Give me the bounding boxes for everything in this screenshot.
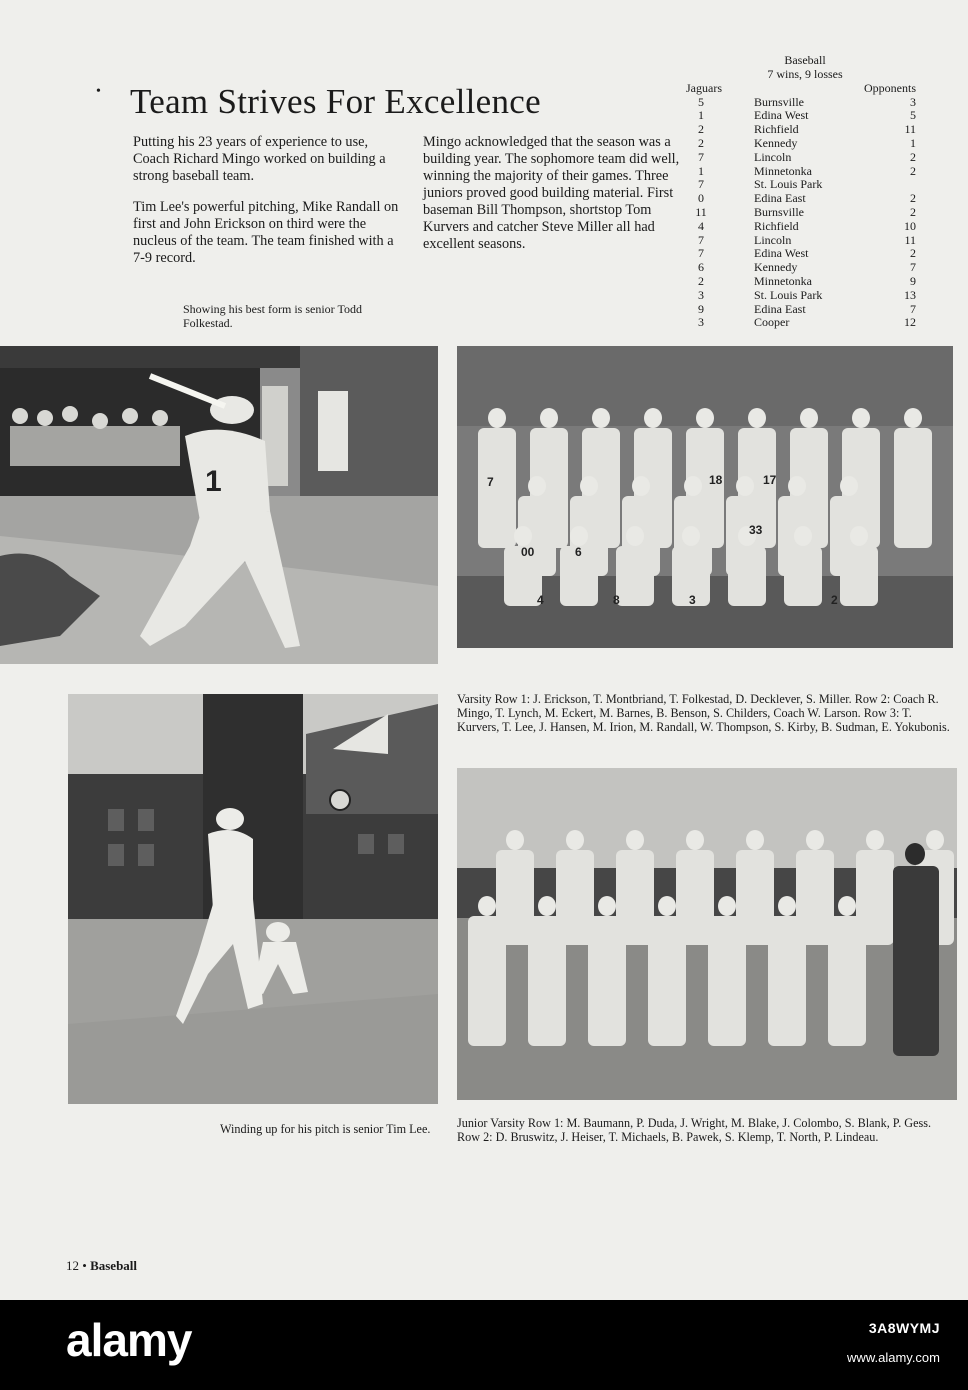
opponent-name: Edina East — [754, 191, 806, 206]
varsity-caption: Varsity Row 1: J. Erickson, T. Montbriand, T. Folkestad, D. Decklever, S. Miller. Row 2: Coach R. Mingo, T. Lynch, M. Eckert, M. Barnes, B. Benson, S. Childers, Coach W. Larson. Row 3: T. Kurvers, T. Lee, J. Hansen, M. Irion, M. Randall, W. Thompson, S. Kirby, B. Sudman, E. Yokubonis. — [457, 692, 950, 734]
player-figure — [468, 896, 506, 1046]
schedule-row — [686, 178, 916, 192]
opponent-score: 10 — [904, 218, 916, 233]
varsity-jersey-number: 4 — [537, 593, 544, 607]
opponent-score: 13 — [904, 287, 916, 302]
opponent-name: Richfield — [754, 122, 799, 137]
opponent-name: Edina West — [754, 246, 809, 261]
opponent-name: Kennedy — [754, 135, 798, 150]
title-bullet: • — [96, 84, 101, 99]
schedule-row — [686, 289, 916, 303]
coach-figure — [893, 843, 939, 1056]
jaguars-score: 6 — [698, 260, 704, 275]
schedule-row — [686, 137, 916, 151]
opponent-score: 11 — [904, 122, 916, 137]
schedule-row — [686, 165, 916, 179]
schedule-row — [686, 109, 916, 123]
jaguars-score: 1 — [698, 108, 704, 123]
jaguars-score: 1 — [698, 163, 704, 178]
opponents-header: Opponents — [864, 80, 916, 95]
pitcher-caption: Winding up for his pitch is senior Tim Lee. — [220, 1122, 431, 1136]
schedule-row — [686, 316, 916, 330]
page-footer — [66, 1258, 137, 1274]
baseball-schedule — [686, 54, 916, 330]
jaguars-score: 7 — [698, 246, 704, 261]
opponent-name: Richfield — [754, 218, 799, 233]
opponent-score: 2 — [910, 204, 916, 219]
jaguars-score: 7 — [698, 149, 704, 164]
junior-varsity-caption: Junior Varsity Row 1: M. Baumann, P. Duda, J. Wright, M. Blake, J. Colombo, S. Blank, P. Gess. Row 2: D. Bruswitz, J. Heiser, T. Michaels, B. Pawek, S. Klemp, T. North, P. Lindeau. — [457, 1116, 932, 1144]
batter-caption: Showing his best form is senior Todd Folkestad. — [183, 302, 362, 330]
varsity-jersey-number: 2 — [831, 593, 838, 607]
jaguars-score: 9 — [698, 301, 704, 316]
schedule-title: Baseball — [784, 53, 826, 67]
footer-section: Baseball — [90, 1258, 138, 1273]
schedule-row — [686, 261, 916, 275]
opponent-name: Cooper — [754, 315, 790, 330]
varsity-jersey-number: 6 — [575, 545, 582, 559]
jaguars-score: 4 — [698, 218, 704, 233]
schedule-row — [686, 220, 916, 234]
varsity-jersey-number: 17 — [763, 473, 777, 487]
opponent-score: 11 — [904, 232, 916, 247]
opponent-name: Minnetonka — [754, 163, 812, 178]
opponent-name: Burnsville — [754, 94, 804, 109]
jaguars-score: 11 — [695, 204, 707, 219]
jaguars-score: 7 — [698, 177, 704, 192]
varsity-jersey-number: 8 — [613, 593, 620, 607]
player-figure — [648, 896, 686, 1046]
varsity-jersey-number: 18 — [709, 473, 723, 487]
schedule-row — [686, 206, 916, 220]
opponent-score: 12 — [904, 315, 916, 330]
schedule-row — [686, 275, 916, 289]
schedule-row — [686, 303, 916, 317]
player-figure — [708, 896, 746, 1046]
image-id-block — [847, 1313, 940, 1373]
article-paragraph: Mingo acknowledged that the season was a building year. The sophomore team did well, winning the majority of their games. Three juniors proved good building material. First baseman Bill Thompson, shortstop Tom Kurvers and catcher Steve Miller all had excellent seasons. — [423, 134, 680, 252]
jaguars-score: 5 — [698, 94, 704, 109]
opponent-score: 2 — [910, 246, 916, 261]
player-figure — [828, 896, 866, 1046]
opponent-name: St. Louis Park — [754, 177, 823, 192]
jaguars-score: 0 — [698, 191, 704, 206]
batter-photo — [0, 346, 438, 664]
opponent-score: 3 — [910, 94, 916, 109]
varsity-jersey-number: 7 — [487, 475, 494, 489]
junior-varsity-team-photo — [457, 768, 957, 1100]
jaguars-score: 3 — [698, 287, 704, 302]
jaguars-score: 2 — [698, 122, 704, 137]
opponent-name: Edina East — [754, 301, 806, 316]
schedule-row — [686, 96, 916, 110]
jaguars-score: 2 — [698, 273, 704, 288]
site-url: www.alamy.com — [847, 1350, 940, 1365]
player-figure — [478, 408, 516, 548]
player-figure — [894, 408, 932, 548]
article-column-2 — [423, 134, 685, 267]
opponent-name: St. Louis Park — [754, 287, 823, 302]
varsity-jersey-number: 3 — [689, 593, 696, 607]
varsity-jersey-number: 00 — [521, 545, 535, 559]
image-id: 3A8WYMJ — [868, 1320, 940, 1336]
opponent-name: Kennedy — [754, 260, 798, 275]
opponent-score: 7 — [910, 301, 916, 316]
player-figure — [588, 896, 626, 1046]
opponent-score: 2 — [910, 191, 916, 206]
varsity-team-photo — [457, 346, 953, 648]
opponent-name: Lincoln — [754, 232, 792, 247]
article-paragraph: Putting his 23 years of experience to use, Coach Richard Mingo worked on building a strong baseball team. — [133, 134, 386, 184]
opponent-score: 2 — [910, 163, 916, 178]
alamy-logo: alamy — [66, 1314, 192, 1366]
page-number: 12 — [66, 1258, 79, 1273]
opponent-name: Edina West — [754, 108, 809, 123]
schedule-row — [686, 247, 916, 261]
opponent-score: 5 — [910, 108, 916, 123]
schedule-row — [686, 234, 916, 248]
jaguars-score: 2 — [698, 135, 704, 150]
opponent-name: Minnetonka — [754, 273, 812, 288]
opponent-name: Burnsville — [754, 204, 804, 219]
schedule-row — [686, 151, 916, 165]
footer-bullet: • — [82, 1258, 91, 1273]
opponent-name: Lincoln — [754, 149, 792, 164]
opponent-score: 1 — [910, 135, 916, 150]
jaguars-header: Jaguars — [686, 80, 722, 95]
article-column-1 — [133, 134, 403, 281]
opponent-score: 2 — [910, 149, 916, 164]
schedule-record: 7 wins, 9 losses — [767, 66, 843, 81]
batter-jersey-number: 1 — [205, 465, 222, 498]
jaguars-score: 7 — [698, 232, 704, 247]
player-figure — [768, 896, 806, 1046]
page-title: Team Strives For Excellence — [130, 82, 541, 121]
opponent-score: 7 — [910, 260, 916, 275]
article-paragraph: Tim Lee's powerful pitching, Mike Randall on first and John Erickson on third were the nucleus of the team. The team finished with a 7-9 record. — [133, 199, 399, 266]
schedule-rows — [686, 96, 916, 331]
player-figure — [528, 896, 566, 1046]
schedule-header-row — [686, 82, 916, 96]
schedule-row — [686, 192, 916, 206]
varsity-jersey-number: 33 — [749, 523, 763, 537]
pitcher-photo — [68, 694, 438, 1104]
schedule-row — [686, 123, 916, 137]
jaguars-score: 3 — [698, 315, 704, 330]
opponent-score: 9 — [910, 273, 916, 288]
